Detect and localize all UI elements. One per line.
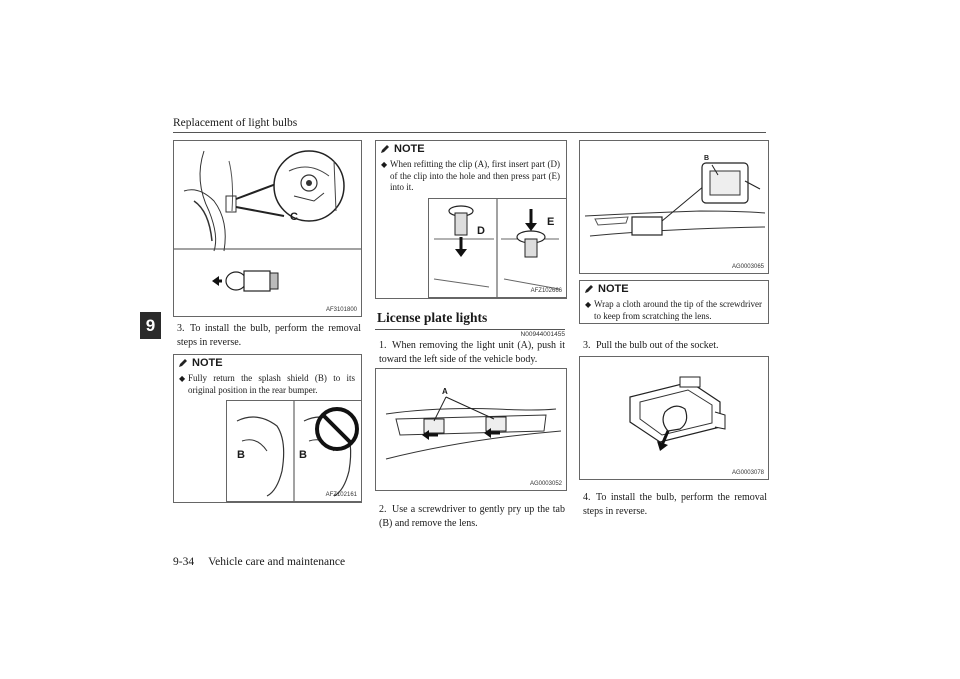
bullet-icon: ◆: [179, 374, 186, 383]
figure-bulb-removal: [173, 140, 362, 317]
figure-splash-shield: [226, 400, 362, 502]
note-text: [174, 371, 361, 400]
figure-code: AF3101800: [325, 307, 357, 313]
figure-label-e: E: [547, 216, 555, 228]
figure-label-b-left: B: [237, 449, 245, 461]
step-text: Pull the bulb out of the socket.: [596, 340, 719, 351]
step-number: 3.: [177, 323, 185, 334]
figure-label-b: B: [704, 155, 710, 162]
header-rule: [173, 132, 766, 133]
note-header: [174, 355, 361, 371]
figure-bulb-socket: [579, 356, 769, 480]
note-box-screwdriver: [579, 280, 769, 324]
step-2-pry-tab: [379, 503, 565, 530]
step-1-remove-light-unit: [379, 339, 565, 366]
step-number: 3.: [583, 340, 591, 351]
step-3-pull-bulb: [583, 339, 767, 353]
note-title: NOTE: [394, 143, 425, 155]
figure-code: AG0003065: [731, 264, 764, 270]
step-text: To install the bulb, perform the removal steps in reverse.: [177, 323, 361, 348]
figure-clip: [428, 198, 567, 298]
figure-code: AG0003052: [529, 481, 562, 487]
note-pencil-icon: [178, 358, 188, 368]
note-title: NOTE: [598, 283, 629, 295]
figure-label-c: C: [290, 211, 298, 223]
chapter-tab: 9: [140, 312, 161, 339]
step-3-install-bulb: [177, 322, 361, 349]
note-pencil-icon: [584, 284, 594, 294]
section-code: N00944001455: [520, 331, 565, 338]
step-number: 1.: [379, 340, 387, 351]
section-rule: [375, 329, 565, 330]
note-bullet-text: Wrap a cloth around the tip of the screwdriver to keep from scratching the lens.: [594, 299, 762, 321]
note-box-clip: [375, 140, 567, 299]
footer-section: Vehicle care and maintenance: [208, 556, 346, 568]
figure-label-d: D: [477, 225, 485, 237]
figure-light-unit: [375, 368, 567, 491]
figure-code: AG0003078: [731, 470, 764, 476]
bullet-icon: ◆: [381, 160, 388, 169]
note-text: [376, 157, 566, 198]
figure-label-a: A: [442, 387, 448, 396]
figure-code: AFZ102666: [530, 288, 562, 294]
step-text: When removing the light unit (A), push it toward the left side of the vehicle body.: [379, 340, 565, 365]
note-text: [580, 297, 768, 326]
note-header: [376, 141, 566, 157]
note-pencil-icon: [380, 144, 390, 154]
section-title-license-plate-lights: License plate lights: [377, 310, 488, 325]
note-bullet-text: Fully return the splash shield (B) to its original position in the rear bumper.: [188, 373, 355, 395]
page-footer: [173, 556, 359, 568]
step-text: Use a screwdriver to gently pry up the tab (B) and remove the lens.: [379, 504, 565, 529]
figure-code: AFZ102161: [325, 492, 357, 498]
step-4-install-bulb: [583, 491, 767, 518]
note-title: NOTE: [192, 357, 223, 369]
note-header: [580, 281, 768, 297]
step-number: 2.: [379, 504, 387, 515]
bullet-icon: ◆: [585, 300, 592, 309]
step-text: To install the bulb, perform the removal steps in reverse.: [583, 492, 767, 517]
page-number: 9-34: [173, 556, 195, 568]
step-number: 4.: [583, 492, 591, 503]
note-bullet-text: When refitting the clip (A), first insert part (D) of the clip into the hole and then press part (E) into it.: [390, 159, 560, 192]
figure-label-b-right: B: [299, 449, 307, 461]
note-box-splash-shield: [173, 354, 362, 503]
page-header-title: Replacement of light bulbs: [173, 117, 298, 129]
figure-lens-removal: [579, 140, 769, 274]
